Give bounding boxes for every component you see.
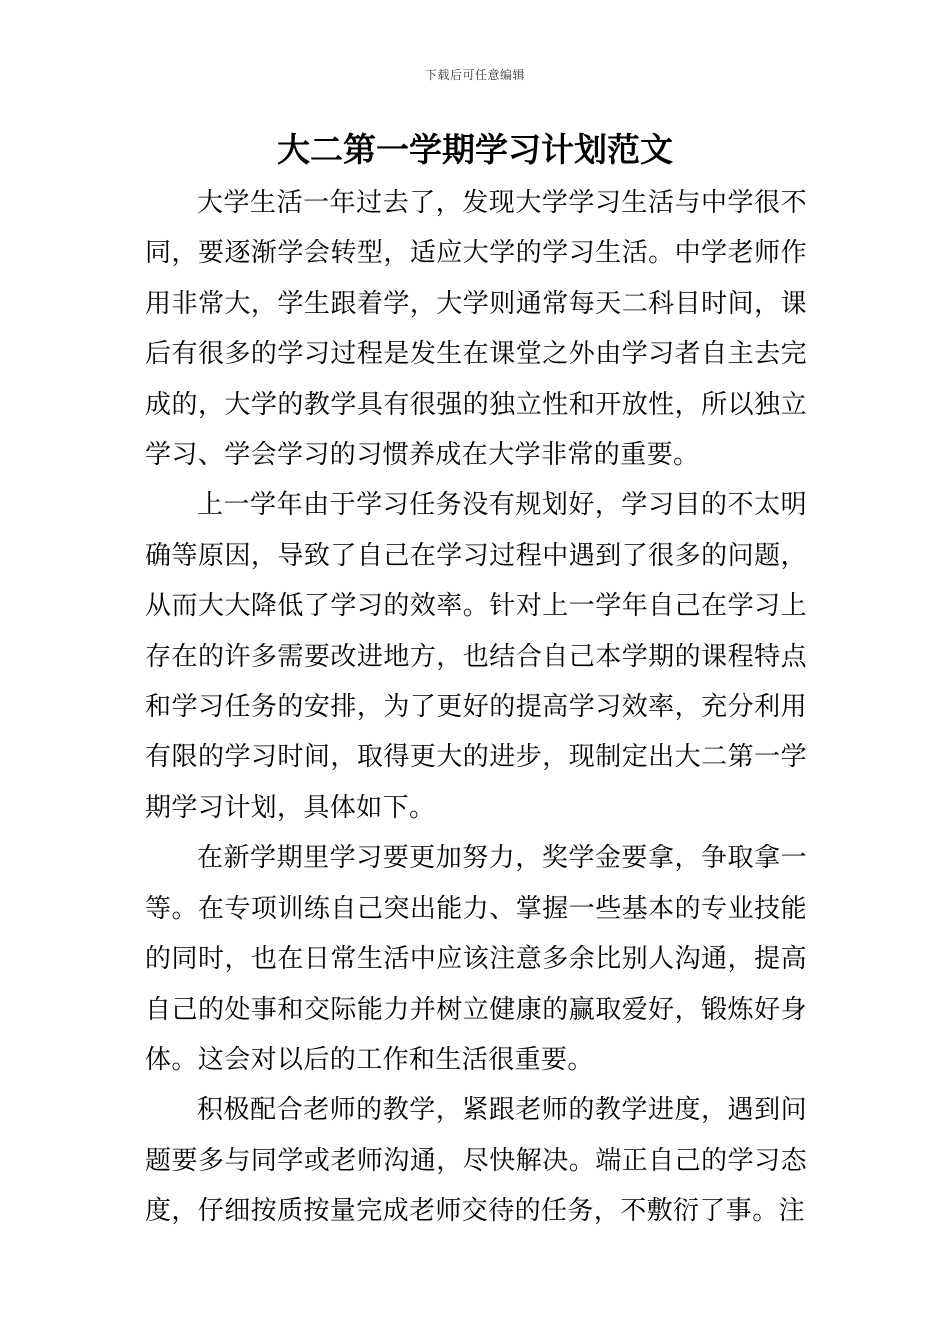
paragraph-2: 上一学年由于学习任务没有规划好，学习目的不太明确等原因，导致了自己在学习过程中遇到了很多的问题，从而大大降低了学习的效率。针对上一学年自己在学习上存在的许多需要改进地方，也结合自己本学期的课程特点和学习任务的安排，为了更好的提高学习效率，充分利用有限的学习时间，取得更大的进步，现制定出大二第一学期学习计划，具体如下。 [145, 490, 807, 823]
paragraph-4: 积极配合老师的教学，紧跟老师的教学进度，遇到问题要多与同学或老师沟通，尽快解决。端正自己的学习态度，仔细按质按量完成老师交待的任务，不敷衍了事。注 [145, 1095, 807, 1227]
paragraph-1: 大学生活一年过去了，发现大学学习生活与中学很不同，要逐渐学会转型，适应大学的学习生活。中学老师作用非常大，学生跟着学，大学则通常每天二科目时间，课后有很多的学习过程是发生在课堂之外由学习者自主去完成的，大学的教学具有很强的独立性和开放性，所以独立学习、学会学习的习惯养成在大学非常的重要。 [145, 188, 807, 471]
header-note: 下载后可任意编辑 [424, 68, 525, 82]
document-body [145, 178, 807, 1237]
paragraph-3: 在新学期里学习要更加努力，奖学金要拿，争取拿一等。在专项训练自己突出能力、掌握一些基本的专业技能的同时，也在日常生活中应该注意多余比别人沟通，提高自己的处事和交际能力并树立健康的赢取爱好，锻炼好身体。这会对以后的工作和生活很重要。 [145, 843, 807, 1075]
document-title: 大二第一学期学习计划范文 [277, 130, 673, 169]
